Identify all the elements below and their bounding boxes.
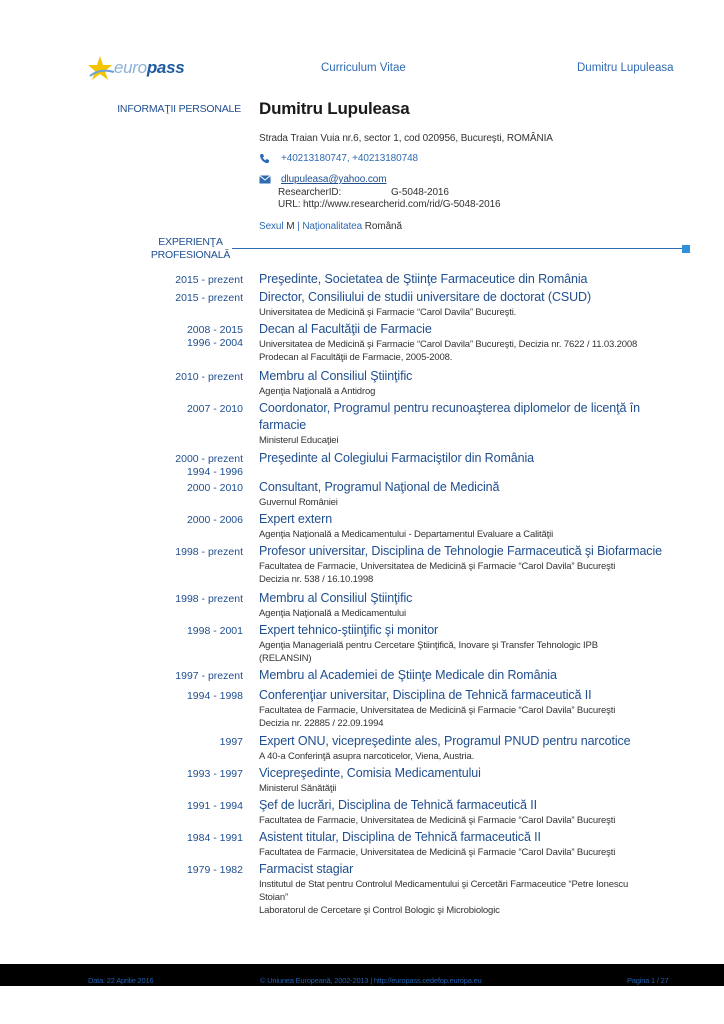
entry-detail: Ministerul Educaţiei: [259, 435, 339, 446]
entry-detail: Facultatea de Farmacie, Universitatea de Medicină şi Farmacie “Carol Davila” Bucureşti: [259, 561, 616, 572]
entry-title: Consultant, Programul Naţional de Medicină: [259, 480, 500, 494]
entry-detail-secondary: Decizia nr. 22885 / 22.09.1994: [259, 718, 384, 729]
phone-number: +40213180747, +40213180748: [281, 153, 418, 164]
logo-wordmark: [114, 58, 184, 78]
entry-title: Şef de lucrări, Disciplina de Tehnică farmaceutică II: [259, 798, 537, 812]
entry-title: Director, Consiliului de studii universitare de doctorat (CSUD): [259, 290, 592, 304]
entry-date: 1993 - 1997: [186, 768, 243, 780]
entry-date: 2000 - 2010: [186, 482, 243, 494]
entry-date: 1991 - 1994: [186, 800, 243, 812]
entry-date: 1998 - prezent: [175, 546, 243, 558]
entry-title: Coordonator, Programul pentru recunoaşterea diplomelor de licenţă în: [259, 401, 640, 415]
entry-date: 2015 - prezent: [175, 274, 243, 286]
entry-detail: Universitatea de Medicină şi Farmacie “Carol Davila” Bucureşti, Decizia nr. 7622 / 11.03.2008: [259, 339, 638, 350]
entry-title: Profesor universitar, Disciplina de Tehnologie Farmaceutică şi Biofarmacie: [259, 544, 662, 558]
entry-detail-secondary: (RELANSIN): [259, 653, 312, 664]
footer-date: Data: 22 Aprilie 2016: [88, 976, 154, 985]
entry-title-continued: farmacie: [259, 418, 307, 432]
europass-logo: [88, 54, 198, 84]
entry-title: Farmacist stagiar: [259, 862, 354, 876]
entry-title: Membru al Academiei de Ştiinţe Medicale din România: [259, 668, 557, 682]
entry-date: 2000 - 2006: [186, 514, 243, 526]
sex-value: M: [286, 221, 295, 232]
header-person-name: Dumitru Lupuleasa: [577, 62, 674, 74]
entry-date: 1997 - prezent: [175, 670, 243, 682]
entry-date-secondary: 1994 - 1996: [186, 466, 243, 478]
sex-nationality-line: [259, 221, 402, 232]
entry-detail-secondary: Prodecan al Facultăţii de Farmacie, 2005-2008.: [259, 352, 453, 363]
footer-copyright: © Uniunea Europeană, 2002-2013 | http://europass.cedefop.europa.eu: [260, 976, 482, 985]
entry-date: 1998 - 2001: [186, 625, 243, 637]
logo-text-bold: pass: [146, 58, 185, 77]
entry-title: Membru al Consiliul Ştiinţific: [259, 369, 413, 383]
entry-detail-secondary: Stoian”: [259, 892, 289, 903]
section-divider: [232, 248, 682, 249]
entry-title: Expert extern: [259, 512, 333, 526]
entry-detail: Agenţia Naţională a Antidrog: [259, 386, 376, 397]
entry-detail: Agenţia Managerială pentru Cercetare Ştiinţifică, Inovare şi Transfer Tehnologic IPB: [259, 640, 598, 651]
phone-icon: [259, 153, 270, 164]
experience-label-line2: PROFESIONALĂ: [150, 249, 231, 261]
entry-date: 1998 - prezent: [175, 593, 243, 605]
entry-title: Preşedinte al Colegiului Farmaciştilor din România: [259, 451, 534, 465]
entry-date: 1994 - 1998: [186, 690, 243, 702]
entry-date: 2007 - 2010: [186, 403, 243, 415]
entry-date: 2010 - prezent: [175, 371, 243, 383]
entry-title: Expert ONU, vicepreşedinte ales, Programul PNUD pentru narcotice: [259, 734, 631, 748]
entry-date: 1984 - 1991: [186, 832, 243, 844]
logo-text-light: euro: [114, 58, 147, 77]
entry-date: 1997: [219, 736, 243, 748]
entry-detail: A 40-a Conferinţă asupra narcoticelor, Viena, Austria.: [259, 751, 475, 762]
entry-title: Conferenţiar universitar, Disciplina de Tehnică farmaceutică II: [259, 688, 592, 702]
entry-title: Expert tehnico-ştiinţific şi monitor: [259, 623, 439, 637]
nationality-value: Română: [364, 221, 402, 232]
entry-title: Preşedinte, Societatea de Ştiinţe Farmaceutice din România: [259, 272, 588, 286]
entry-detail: Ministerul Sănătăţii: [259, 783, 337, 794]
entry-detail: Institutul de Stat pentru Controlul Medicamentului şi Cercetări Farmaceutice “Petre Ionescu: [259, 879, 629, 890]
entry-date: 2000 - prezent: [175, 453, 243, 465]
email-icon: [259, 175, 271, 184]
entry-date: 2015 - prezent: [175, 292, 243, 304]
entry-title: Decan al Facultăţii de Farmacie: [259, 322, 432, 336]
footer-page: Pagina 1 / 27: [627, 976, 669, 985]
section-divider-marker: [682, 245, 690, 253]
entry-title: Membru al Consiliul Ştiinţific: [259, 591, 413, 605]
entry-title: Asistent titular, Disciplina de Tehnică farmaceutică II: [259, 830, 541, 844]
entry-date: 1979 - 1982: [186, 864, 243, 876]
entry-detail: Facultatea de Farmacie, Universitatea de Medicină şi Farmacie “Carol Davila” Bucureşti: [259, 847, 616, 858]
entry-date-secondary: 1996 - 2004: [186, 337, 243, 349]
sex-label: Sexul: [259, 221, 284, 232]
entry-detail: Agenţia Naţională a Medicamentului: [259, 608, 406, 619]
entry-detail: Facultatea de Farmacie, Universitatea de Medicină şi Farmacie “Carol Davila” Bucureşti: [259, 705, 616, 716]
document-title: Curriculum Vitae: [321, 62, 406, 74]
entry-detail: Guvernul României: [259, 497, 338, 508]
separator: |: [297, 221, 300, 232]
entry-detail: Facultatea de Farmacie, Universitatea de Medicină şi Farmacie “Carol Davila” Bucureşti: [259, 815, 616, 826]
nationality-label: Naţionalitatea: [302, 221, 363, 232]
entry-detail: Agenţia Naţională a Medicamentului - Departamentul Evaluare a Calităţii: [259, 529, 554, 540]
address: Strada Traian Vuia nr.6, sector 1, cod 020956, Bucureşti, ROMÂNIA: [259, 133, 553, 144]
experience-label-line1: EXPERIENŢA: [158, 236, 223, 248]
personal-info-label: INFORMAŢII PERSONALE: [117, 103, 241, 115]
entry-detail: Universitatea de Medicină şi Farmacie “Carol Davila” Bucureşti.: [259, 307, 517, 318]
entry-detail-secondary: Decizia nr. 538 / 16.10.1998: [259, 574, 374, 585]
experience-label: [100, 236, 241, 262]
entry-title: Vicepreşedinte, Comisia Medicamentului: [259, 766, 481, 780]
person-name: Dumitru Lupuleasa: [259, 99, 410, 118]
entry-detail-tertiary: Laboratorul de Cercetare şi Control Bologic şi Microbiologic: [259, 905, 500, 916]
email-link[interactable]: dlupuleasa@yahoo.com: [281, 174, 387, 185]
researcher-url: URL: http://www.researcherid.com/rid/G-5048-2016: [278, 199, 501, 210]
researcher-id: G-5048-2016: [391, 187, 449, 198]
entry-date: 2008 - 2015: [186, 324, 243, 336]
researcher-id-label: ResearcherID:: [278, 187, 342, 198]
